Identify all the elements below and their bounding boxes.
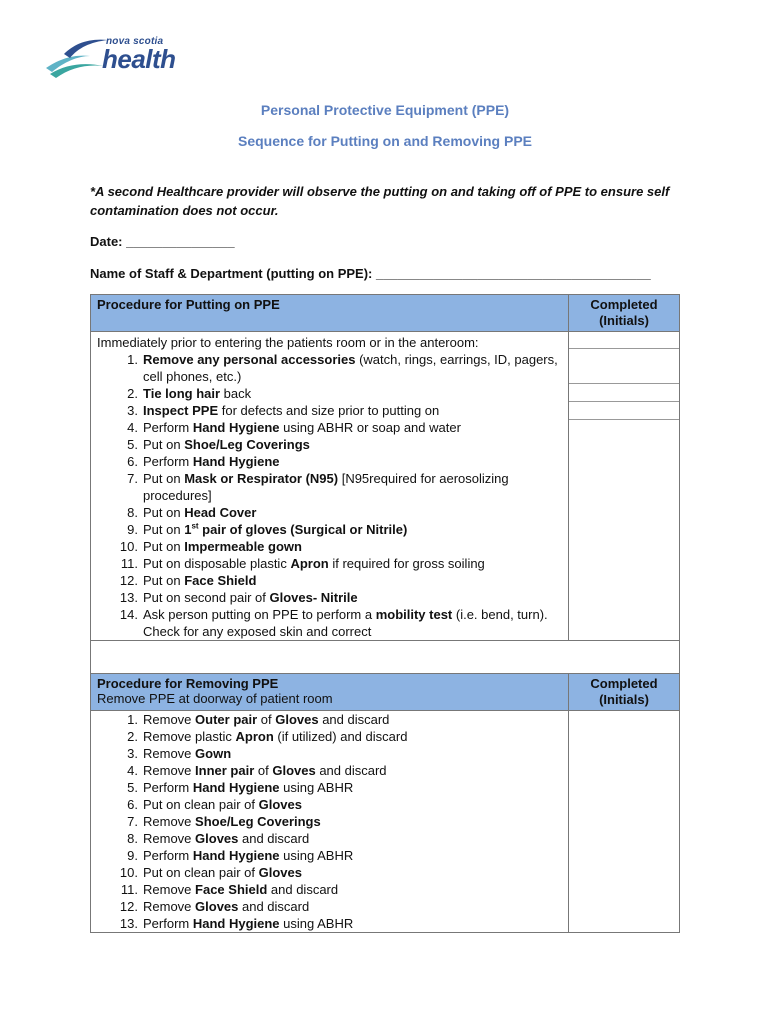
logo-big-text: health (102, 44, 176, 74)
step-text: Face Shield (184, 573, 257, 588)
putting-on-step-2 (91, 385, 568, 402)
step-text: 1 (184, 522, 192, 537)
step-text: Gloves (195, 831, 239, 846)
step-text: and discard (318, 712, 390, 727)
step-number: 10. (119, 865, 138, 880)
step-text: Hand Hygiene (192, 780, 280, 795)
removing-step-9 (91, 847, 568, 864)
step-text: Remove (143, 882, 196, 897)
step-number: 12. (119, 899, 138, 914)
page-title: Personal Protective Equipment (PPE) (260, 102, 510, 118)
step-text: Put on clean pair of (143, 797, 259, 812)
step-number: 7. (127, 471, 138, 486)
logo-small-text: nova scotia (106, 36, 164, 47)
staff-blank: ______________________________________ (372, 266, 651, 281)
date-field[interactable]: Date: _______________ (90, 234, 235, 249)
step-text: Apron (290, 556, 329, 571)
putting-on-step-5 (91, 436, 568, 453)
putting-on-step-14 (91, 606, 568, 640)
removing-initials-column (568, 711, 679, 933)
step-text: Put on (143, 573, 185, 588)
step-text: of (254, 763, 273, 778)
step-text: Put on disposable plastic (143, 556, 291, 571)
step-number: 4. (127, 763, 138, 778)
step-number: 7. (127, 814, 138, 829)
step-text: Put on second pair of (143, 590, 270, 605)
step-text: Gloves (195, 899, 239, 914)
initials-cell[interactable] (569, 402, 679, 420)
step-text: Hand Hygiene (192, 848, 280, 863)
removing-intro: Remove PPE at doorway of patient room (97, 691, 333, 706)
removing-step-4 (91, 762, 568, 779)
removing-steps (91, 711, 569, 933)
step-text: Face Shield (195, 882, 268, 897)
step-number: 11. (120, 556, 138, 571)
step-text: Perform (143, 454, 193, 469)
step-text: Hand Hygiene (192, 454, 280, 469)
step-number: 14. (119, 607, 138, 622)
step-number: 3. (127, 746, 138, 761)
step-text: if required for gross soiling (328, 556, 485, 571)
step-text: using ABHR (279, 848, 354, 863)
removing-step-10 (91, 864, 568, 881)
removing-step-3 (91, 745, 568, 762)
removing-header: Procedure for Removing PPE (97, 676, 279, 691)
removing-step-13 (91, 915, 568, 932)
putting-on-completed-header: Completed (Initials) (568, 295, 679, 332)
step-text: (i.e. bend, turn). Check for any exposed skin and correct (143, 607, 548, 639)
removing-step-7 (91, 813, 568, 830)
step-text: for defects and size prior to putting on (218, 403, 440, 418)
step-number: 8. (127, 831, 138, 846)
removing-list (91, 711, 568, 932)
step-text: Ask person putting on PPE to perform a (143, 607, 376, 622)
step-number: 1. (127, 712, 138, 727)
nova-scotia-health-logo (44, 28, 174, 80)
step-text: Remove (143, 814, 196, 829)
step-text: and discard (238, 899, 310, 914)
putting-on-step-4 (91, 419, 568, 436)
step-text: Perform (143, 848, 193, 863)
step-text: Gloves (258, 797, 302, 812)
step-text: Gloves (272, 763, 316, 778)
step-text: Remove (143, 712, 196, 727)
putting-on-step-10 (91, 538, 568, 555)
step-text: using ABHR (279, 780, 354, 795)
step-text: Perform (143, 916, 193, 931)
step-text: (watch, rings, earrings, ID, pagers, cell phones, etc.) (143, 352, 558, 384)
step-text: Gown (195, 746, 232, 761)
removing-step-12 (91, 898, 568, 915)
step-number: 13. (119, 590, 138, 605)
step-number: 2. (127, 386, 138, 401)
step-text: Put on clean pair of (143, 865, 259, 880)
putting-on-step-11 (91, 555, 568, 572)
removing-step-2 (91, 728, 568, 745)
observation-note: *A second Healthcare provider will observe the putting on and taking off of PPE to ensure self contamination does not occur. (90, 184, 670, 218)
step-number: 1. (127, 352, 138, 367)
removing-step-11 (91, 881, 568, 898)
step-text: Gloves (275, 712, 319, 727)
step-text: Hand Hygiene (192, 420, 280, 435)
removing-step-8 (91, 830, 568, 847)
table-spacer-row (91, 641, 680, 674)
step-number: 11. (120, 882, 138, 897)
step-text: [N95required for aerosolizing procedures] (143, 471, 509, 503)
step-number: 10. (119, 539, 138, 554)
step-text: Head Cover (184, 505, 257, 520)
step-number: 12. (119, 573, 138, 588)
putting-on-initials-column (568, 332, 679, 641)
step-text: Remove any personal accessories (143, 352, 356, 367)
step-text: Inner pair (195, 763, 255, 778)
removing-completed-header: Completed (Initials) (568, 674, 679, 711)
initials-cell[interactable] (569, 349, 679, 384)
step-text: Put on (143, 471, 185, 486)
putting-on-step-13 (91, 589, 568, 606)
step-text: Outer pair (195, 712, 258, 727)
step-text: Put on (143, 437, 185, 452)
step-text: using ABHR or soap and water (279, 420, 461, 435)
putting-on-step-12 (91, 572, 568, 589)
step-number: 8. (127, 505, 138, 520)
putting-on-header: Procedure for Putting on PPE (91, 295, 569, 332)
putting-on-step-6 (91, 453, 568, 470)
step-text: and discard (238, 831, 310, 846)
step-text: Perform (143, 420, 193, 435)
step-text: Gloves- Nitrile (269, 590, 358, 605)
step-number: 5. (127, 780, 138, 795)
putting-on-step-1 (91, 351, 568, 385)
removing-step-5 (91, 779, 568, 796)
step-number: 9. (127, 848, 138, 863)
step-number: 9. (127, 522, 138, 537)
step-text: Remove plastic (143, 729, 236, 744)
step-text: Apron (235, 729, 274, 744)
removing-header-cell (91, 674, 569, 711)
step-text: Gloves (258, 865, 302, 880)
step-text: Impermeable gown (184, 539, 302, 554)
initials-cell[interactable] (569, 332, 679, 349)
step-text: Put on (143, 522, 185, 537)
step-text: Remove (143, 746, 196, 761)
step-text: using ABHR (279, 916, 354, 931)
step-text: st (191, 521, 199, 531)
step-number: 6. (127, 454, 138, 469)
page-subtitle: Sequence for Putting on and Removing PPE (237, 133, 533, 149)
putting-on-step-7 (91, 470, 568, 504)
staff-department-field[interactable] (90, 266, 651, 281)
step-text: Remove (143, 763, 196, 778)
step-number: 5. (127, 437, 138, 452)
step-text: Hand Hygiene (192, 916, 280, 931)
step-text: Put on (143, 505, 185, 520)
step-text: Remove (143, 899, 196, 914)
step-text: Shoe/Leg Coverings (184, 437, 310, 452)
step-text: and discard (267, 882, 339, 897)
initials-cell[interactable] (569, 384, 679, 402)
step-text: Remove (143, 831, 196, 846)
step-text: Inspect PPE (143, 403, 219, 418)
step-number: 4. (127, 420, 138, 435)
step-number: 3. (127, 403, 138, 418)
putting-on-steps (91, 332, 569, 641)
step-number: 13. (119, 916, 138, 931)
putting-on-intro: Immediately prior to entering the patients room or in the anteroom: (97, 335, 479, 350)
step-text: Put on (143, 539, 185, 554)
step-text: Shoe/Leg Coverings (195, 814, 321, 829)
putting-on-list (91, 351, 568, 640)
step-number: 6. (127, 797, 138, 812)
staff-label: Name of Staff & Department (putting on PPE): (90, 266, 373, 281)
step-text: Tie long hair (143, 386, 221, 401)
step-text: pair of gloves (Surgical or Nitrile) (198, 522, 408, 537)
step-text: of (257, 712, 276, 727)
step-text: back (220, 386, 252, 401)
step-text: and discard (315, 763, 387, 778)
putting-on-step-9 (91, 521, 568, 538)
step-text: Mask or Respirator (N95) (184, 471, 339, 486)
step-text: mobility test (375, 607, 453, 622)
removing-step-6 (91, 796, 568, 813)
step-text: (if utilized) and discard (273, 729, 408, 744)
putting-on-step-3 (91, 402, 568, 419)
putting-on-table (90, 294, 680, 933)
step-number: 2. (127, 729, 138, 744)
step-text: Perform (143, 780, 193, 795)
putting-on-step-8 (91, 504, 568, 521)
removing-step-1 (91, 711, 568, 728)
